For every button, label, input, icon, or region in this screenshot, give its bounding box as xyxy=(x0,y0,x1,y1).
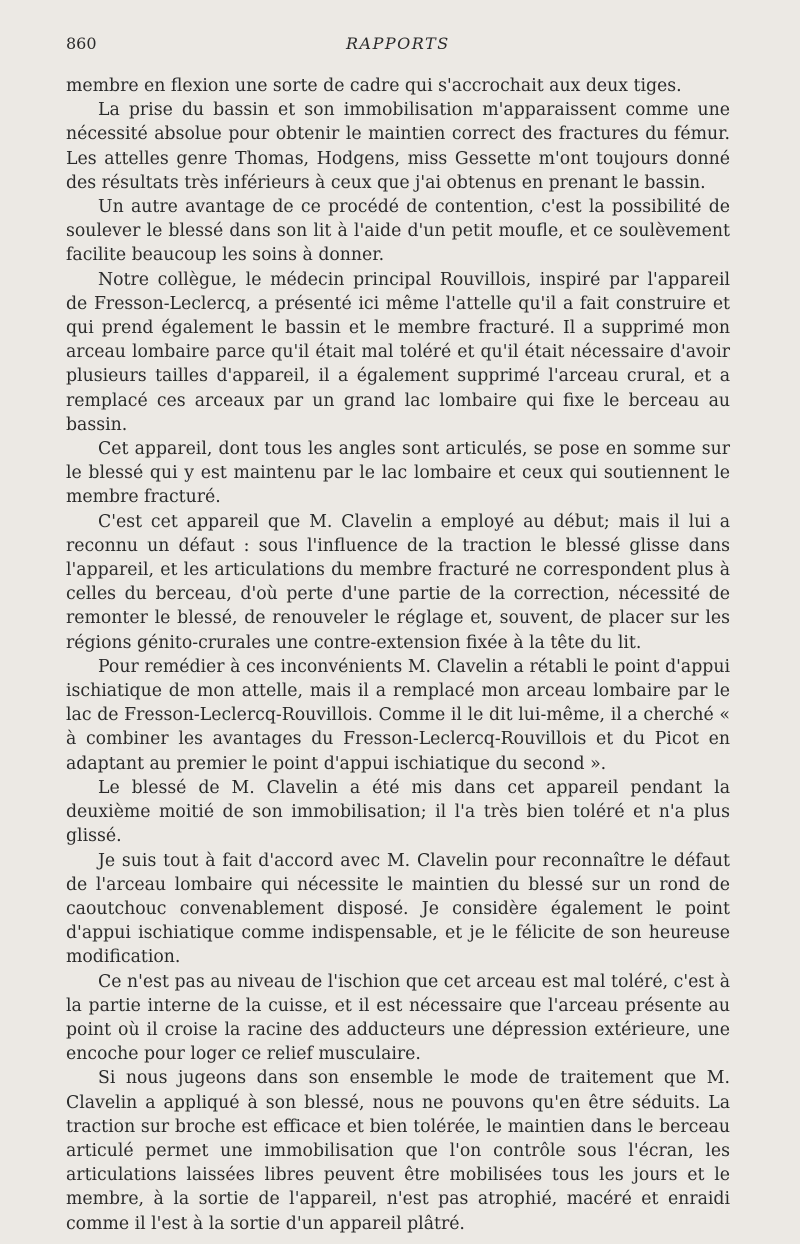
page-number: 860 xyxy=(66,34,97,53)
running-header xyxy=(66,34,730,60)
paragraph-6: C'est cet appareil que M. Clavelin a employé au début; mais il lui a reconnu un défaut : sous l'influence de la traction le blessé glisse dans l'appareil, et les articulations du membre fracturé ne correspondent plus à celles du berceau, d'où perte d'une partie de la correction, nécessité de remonter le blessé, de renouveler le réglage et, souvent, de placer sur les régions génito-crurales une contre-extension fixée à la tête du lit. xyxy=(66,511,730,653)
paragraph-3: Un autre avantage de ce procédé de contention, c'est la possibilité de soulever le blessé dans son lit à l'aide d'un petit moufle, et ce soulèvement facilite beaucoup les soins à donner. xyxy=(66,197,730,266)
paragraph-8: Le blessé de M. Clavelin a été mis dans cet appareil pendant la deuxième moitié de son immobilisation; il l'a très bien toléré et n'a plus glissé. xyxy=(66,777,730,847)
running-title: RAPPORTS xyxy=(346,34,450,53)
paragraph-2: La prise du bassin et son immobilisation m'apparaissent comme une nécessité absolue pour obtenir le maintien correct des fractures du fémur. Les attelles genre Thomas, Hodgens, miss Gessette m'ont toujours donné des résultats très inférieurs à ceux que j'ai obtenus en prenant le bassin. xyxy=(66,100,730,193)
body-text xyxy=(66,74,730,1236)
paragraph-10: Ce n'est pas au niveau de l'ischion que cet arceau est mal toléré, c'est à la partie interne de la cuisse, et il est nécessaire que l'arceau présente au point où il croise la racine des adducteurs une dépression extérieure, une encoche pour loger ce relief musculaire. xyxy=(66,971,730,1065)
paragraph-9: Je suis tout à fait d'accord avec M. Clavelin pour reconnaître le défaut de l'arceau lombaire qui nécessite le maintien du blessé sur un rond de caoutchouc convenablement disposé. Je considère également le point d'appui ischiatique comme indispensable, et je le félicite de son heureuse modification. xyxy=(66,850,730,968)
paragraph-4: Notre collègue, le médecin principal Rouvillois, inspiré par l'appareil de Fresson-Leclercq, a présenté ici même l'attelle qu'il a fait construire et qui prend également le bassin et le membre fracturé. Il a supprimé mon arceau lombaire parce qu'il était mal toléré et qu'il était nécessaire d'avoir plusieurs tailles d'appareil, il a également supprimé l'arceau crural, et a remplacé ces arceaux par un grand lac lombaire qui fixe le berceau au bassin. xyxy=(66,269,730,435)
paragraph-7: Pour remédier à ces inconvénients M. Clavelin a rétabli le point d'appui ischiatique de mon attelle, mais il a remplacé mon arceau lombaire par le lac de Fresson-Leclercq-Rouvillois. Comme il le dit lui-même, il a cherché « à combiner les avantages du Fresson-Leclercq-Rouvillois et du Picot en adaptant au premier le point d'appui ischiatique du second ». xyxy=(66,656,730,774)
paragraph-1: membre en flexion une sorte de cadre qui s'accrochait aux deux tiges. xyxy=(66,76,682,96)
paragraph-5: Cet appareil, dont tous les angles sont articulés, se pose en somme sur le blessé qui y est maintenu par le lac lombaire et ceux qui soutiennent le membre fracturé. xyxy=(66,439,730,508)
paragraph-11: Si nous jugeons dans son ensemble le mode de traitement que M. Clavelin a appliqué à son blessé, nous ne pouvons qu'en être séduits. La traction sur broche est efficace et bien tolérée, le maintien dans le berceau articulé permet une immobilisation que l'on contrôle sous l'écran, les articulations laissées libres peuvent être mobilisées tous les jours et le membre, à la sortie de l'appareil, n'est pas atrophié, macéré et enraidi comme il l'est à la sortie d'un appareil plâtré. xyxy=(66,1068,730,1234)
